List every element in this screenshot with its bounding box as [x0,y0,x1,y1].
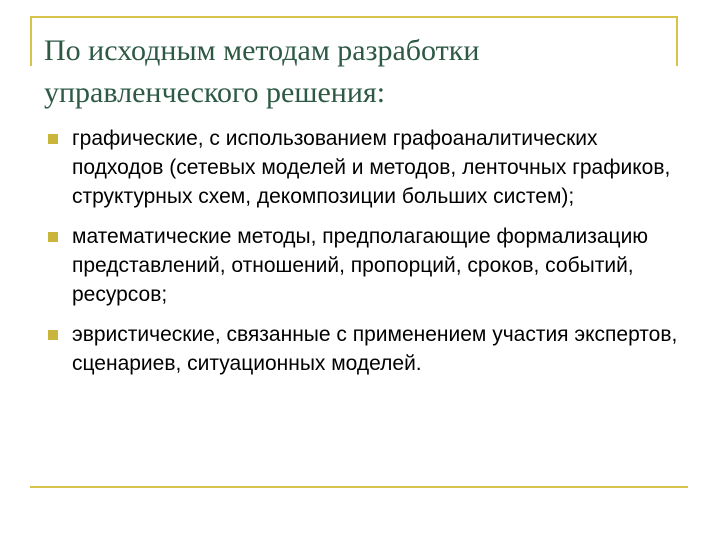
list-item [44,222,684,309]
slide-title: По исходным методам разработки управленческого решения: [44,34,480,109]
bullet-text: графические, с использованием графоаналитических подходов (сетевых моделей и методов, ленточных графиков, структурных схем, декомпозиции больших систем); [72,127,671,208]
frame-bottom-line [30,486,688,488]
bullet-text: математические методы, предполагающие формализацию представлений, отношений, пропорций, сроков, событий, ресурсов; [72,225,649,306]
list-item [44,320,684,378]
bullet-text: эвристические, связанные с применением участия экспертов, сценариев, ситуационных моделей. [72,323,678,375]
frame-left-line [30,16,32,66]
square-bullet-icon [48,330,58,340]
square-bullet-icon [48,134,58,144]
square-bullet-icon [48,232,58,242]
list-item [44,124,684,211]
frame-right-line [676,16,678,66]
frame-top-line [30,16,678,18]
bullet-list [44,124,684,389]
